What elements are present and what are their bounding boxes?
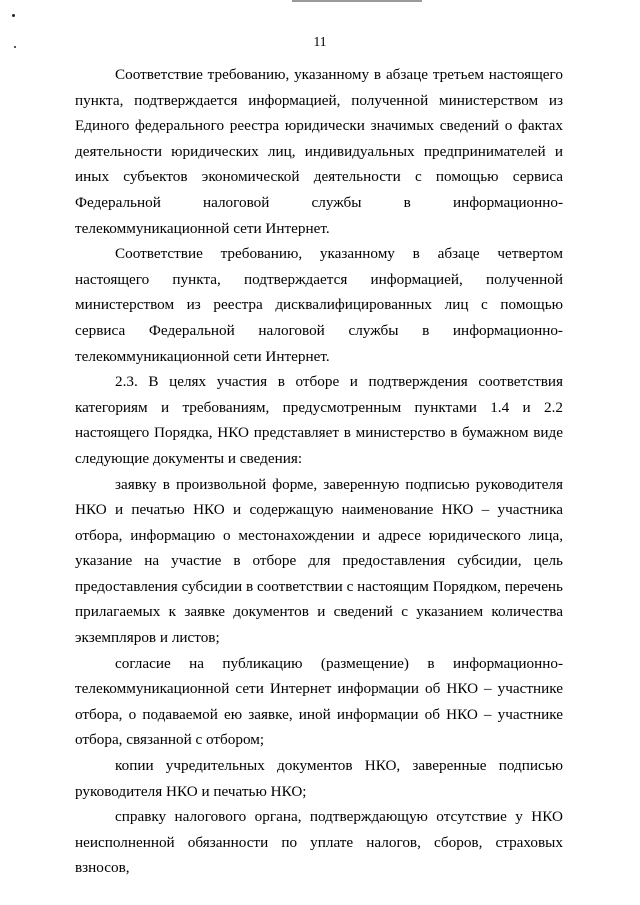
paragraph: справку налогового органа, подтверждающую отсутствие у НКО неисполненной обязанности по уплате налогов, сборов, страховых взносов, (75, 808, 563, 877)
paragraph: заявку в произвольной форме, заверенную подписью руководителя НКО и печатью НКО и содержащую наименование НКО – участника отбора, информацию о местонахождении и адресе юридического лица, указание на участие в отборе для предоставления субсидии, цель предоставления субсидии в соответствии с настоящим Порядком, перечень прилагаемых к заявке документов и сведений с указанием количества экземпляров и листов; (75, 475, 563, 647)
paragraph: согласие на публикацию (размещение) в информационно-телекоммуникационной сети Интернет информации об НКО – участнике отбора, о подаваемой ею заявке, иной информации об НКО – участнике отбора, связанной с отбором; (75, 654, 563, 749)
paragraph: Соответствие требованию, указанному в абзаце четвертом настоящего пункта, подтверждается информацией, полученной министерством из реестра дисквалифицированных лиц с помощью сервиса Федеральной налоговой службы в информационно-телекоммуникационной сети Интернет. (75, 245, 563, 365)
document-body (75, 62, 563, 881)
scan-artifact-line (292, 0, 422, 2)
paragraph: копии учредительных документов НКО, заверенные подписью руководителя НКО и печатью НКО; (75, 757, 563, 800)
paragraph: Соответствие требованию, указанному в абзаце третьем настоящего пункта, подтверждается информацией, полученной министерством из Единого федерального реестра юридически значимых сведений о фактах деятельности юридических лиц, индивидуальных предпринимателей и иных субъектов экономической деятельности с помощью сервиса Федеральной налоговой службы в информационно-телекоммуникационной сети Интернет. (75, 66, 563, 237)
page-number: 11 (313, 34, 327, 49)
paragraph: 2.3. В целях участия в отборе и подтверждения соответствия категориям и требованиям, предусмотренным пунктами 1.4 и 2.2 настоящего Порядка, НКО представляет в министерство в бумажном виде следующие документы и сведения: (75, 373, 563, 467)
scan-artifact-dot (12, 14, 15, 17)
